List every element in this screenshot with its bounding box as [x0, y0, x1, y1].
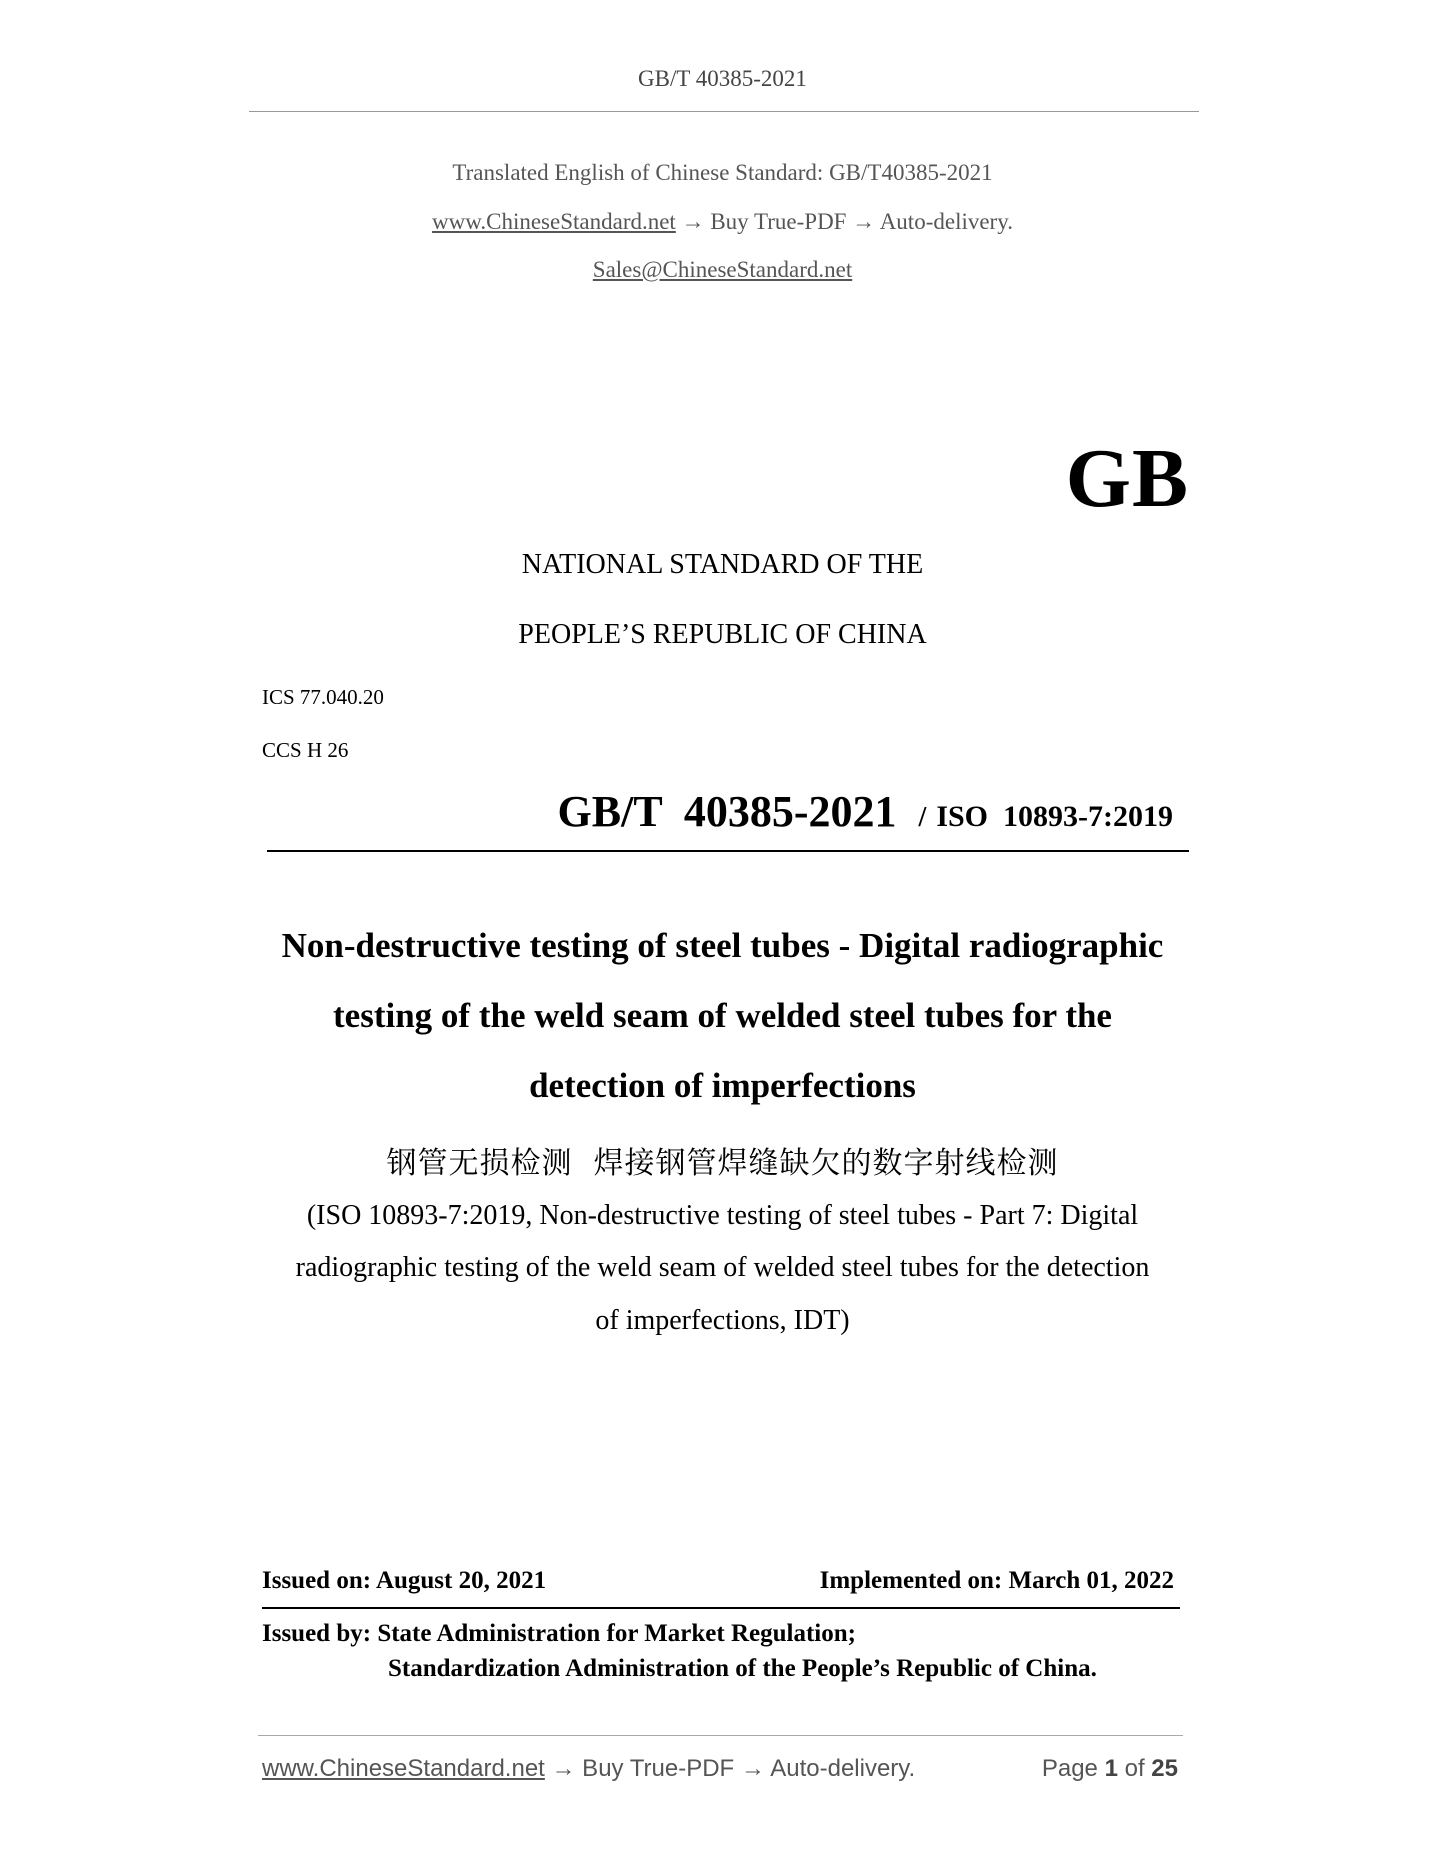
page-label: Page [1041, 1755, 1098, 1782]
issued-by-line-1: Issued by: State Administration for Market Regulation; [262, 1620, 856, 1647]
sales-line [0, 257, 1445, 283]
title-line-1: Non-destructive testing of steel tubes - Digital radiographic [281, 926, 1164, 965]
iso-description-line-2: radiographic testing of the weld seam of welded steel tubes for the detection [295, 1252, 1150, 1283]
site-suffix: → Buy True-PDF → Auto-delivery. [675, 209, 1013, 234]
standard-number-divider [267, 850, 1189, 852]
issued-on: Issued on: August 20, 2021 [262, 1567, 547, 1594]
translated-notice: Translated English of Chinese Standard: GB/T40385-2021 [452, 160, 993, 185]
footer-site-link[interactable]: www.ChineseStandard.net [262, 1755, 545, 1782]
national-standard-line-1: NATIONAL STANDARD OF THE [521, 549, 924, 580]
footer-site-suffix: → Buy True-PDF → Auto-delivery. [544, 1755, 916, 1782]
running-header: GB/T 40385-2021 [638, 66, 807, 91]
page-of: of [1124, 1755, 1145, 1782]
standard-number: GB/T 40385-2021 [557, 787, 897, 836]
implemented-on: Implemented on: March 01, 2022 [819, 1567, 1174, 1594]
ccs-code: CCS H 26 [262, 738, 349, 762]
iso-description-line-1: (ISO 10893-7:2019, Non-destructive testing of steel tubes - Part 7: Digital [306, 1200, 1139, 1231]
page-current: 1 [1104, 1755, 1118, 1782]
issue-divider [262, 1607, 1180, 1609]
site-line [0, 209, 1445, 235]
sales-email-link[interactable]: Sales@ChineseStandard.net [592, 257, 853, 282]
footer-site-line [262, 1755, 915, 1783]
page-total: 25 [1151, 1755, 1178, 1782]
title-line-3: detection of imperfections [529, 1066, 916, 1105]
issued-by-line-2: Standardization Administration of the People’s Republic of China. [388, 1655, 1097, 1682]
header-divider [249, 111, 1199, 112]
footer-divider [258, 1735, 1183, 1736]
gb-mark: GB [1065, 432, 1189, 525]
chinese-title: 钢管无损检测 焊接钢管焊缝缺欠的数字射线检测 [386, 1146, 1059, 1181]
iso-description-line-3: of imperfections, IDT) [595, 1305, 850, 1336]
site-link[interactable]: www.ChineseStandard.net [432, 209, 676, 234]
page-indicator [1042, 1755, 1178, 1783]
standard-separator: / [918, 802, 927, 833]
title-line-2: testing of the weld seam of welded steel tubes for the [333, 996, 1112, 1035]
ics-code: ICS 77.040.20 [262, 685, 384, 709]
iso-number: ISO 10893-7:2019 [936, 800, 1173, 833]
standard-number-row [558, 786, 1173, 837]
national-standard-line-2: PEOPLE’S REPUBLIC OF CHINA [518, 619, 927, 650]
